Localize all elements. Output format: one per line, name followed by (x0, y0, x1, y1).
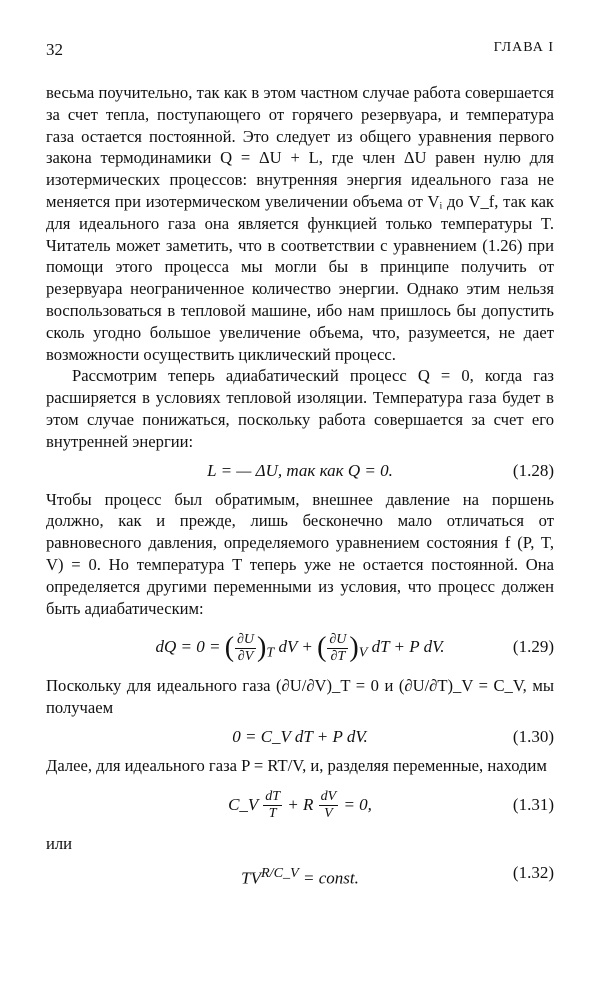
chapter-title: ГЛАВА I (493, 40, 554, 55)
eq131-plus-r: + R (287, 794, 314, 814)
eq129-term-1: dV + (278, 637, 313, 657)
eq131-tail: = 0, (343, 794, 372, 814)
eq131-frac-1-top: dT (265, 789, 281, 805)
eq131-frac-2 (319, 789, 339, 822)
paragraph-3: Чтобы процесс был обратимым, внешнее давление на поршень должно, как и прежде, лишь бесконечно мало отличаться от равновесного давления, определяемого уравнением состояния f (P, T, V) = 0. Но температура T теперь уже не остается постоянной. Она определяется другими переменными из условия, что процесс должен быть адиабатическим: (46, 489, 554, 618)
equation-1-29 (46, 625, 554, 669)
equation-1-31 (46, 783, 554, 827)
paragraph-2: Рассмотрим теперь адиабатический процесс Q = 0, когда газ расширяется в условиях тепловой изоляции. Температура газа будет в этом случае понижаться, поскольку работа совершается за счет его внутренней энергии: (46, 366, 554, 451)
equation-1-31-number: (1.31) (512, 794, 554, 814)
eq129-frac-2 (327, 632, 348, 665)
eq131-frac-2-top: dV (320, 789, 337, 805)
page-number: 32 (46, 40, 63, 59)
equation-1-28-formula: L = — ΔU, так как Q = 0. (207, 460, 393, 480)
equation-1-30 (46, 725, 554, 749)
paragraph-1: весьма поучительно, так как в этом частном случае работа совершается за счет тепла, поступающего от горячего резервуара, и температура газа остается постоянной. Это следует из общего уравнения первого закона термодинамики Q = ΔU + L, где член ΔU равен нулю для изотермических процессов: внутренняя энергия идеального газа не меняется при изотермическом увеличении объема от Vᵢ до V_f, так как для идеального газа она является функцией только температуры T. Читатель может заметить, что в соответствии с уравнением (1.26) при помощи этого процесса мы могли бы в принципе получить от резервуара неограниченное количество энергии. Однако этим нельзя воспользоваться в тепловой машине, ибо нам пришлось бы допустить сколь угодно большое увеличение объема, что, разумеется, не дает возможности осуществить циклический процесс. (46, 83, 554, 364)
eq131-cv: C_V (228, 794, 258, 814)
equation-1-29-formula: dQ = 0 = ( $\frac{\partial U}{\partial V}$ )$_T$ dV + ( $\frac{\partial U}{\partial T}$ )$_V$ dT + P dV. (155, 631, 445, 664)
page-body (46, 82, 554, 891)
eq131-frac-1-bot: T (268, 806, 277, 822)
eq131-frac-2-bot: V (324, 806, 333, 822)
equation-1-32-number: (1.32) (512, 862, 554, 882)
eq129-frac-2-bot: ∂T (330, 648, 346, 664)
eq129-frac-2-top: ∂U (329, 631, 347, 647)
eq129-sub-1: T (266, 644, 275, 661)
equation-1-32 (46, 861, 554, 888)
eq129-term-2: dT + P dV. (371, 637, 445, 657)
equation-1-32-formula (46, 861, 554, 891)
equation-1-29-number: (1.29) (512, 637, 554, 657)
eq132-base: TV (241, 868, 261, 888)
paragraph-6: или (46, 833, 73, 853)
eq129-lhs: dQ = 0 = (155, 637, 221, 657)
equation-1-28 (46, 459, 554, 483)
eq129-frac-1-bot: ∂V (237, 648, 254, 664)
equation-1-30-number: (1.30) (512, 726, 554, 746)
paragraph-4: Поскольку для идеального газа (∂U/∂V)_T = 0 и (∂U/∂T)_V = C_V, мы получаем (46, 676, 554, 718)
eq132-tail: = const. (298, 868, 359, 888)
eq132-exponent: R/C_V (260, 864, 299, 881)
eq129-frac-1 (235, 632, 256, 665)
eq131-frac-1 (263, 789, 282, 822)
equation-1-31-formula (46, 783, 554, 827)
paragraph-5: Далее, для идеального газа P = RT/V, и, разделяя переменные, находим (46, 755, 547, 775)
eq129-sub-2: V (358, 644, 368, 661)
equation-1-30-formula: 0 = C_V dT + P dV. (232, 726, 368, 746)
page-header (46, 40, 554, 62)
equation-1-28-number: (1.28) (512, 460, 554, 480)
eq129-frac-1-top: ∂U (237, 631, 255, 647)
